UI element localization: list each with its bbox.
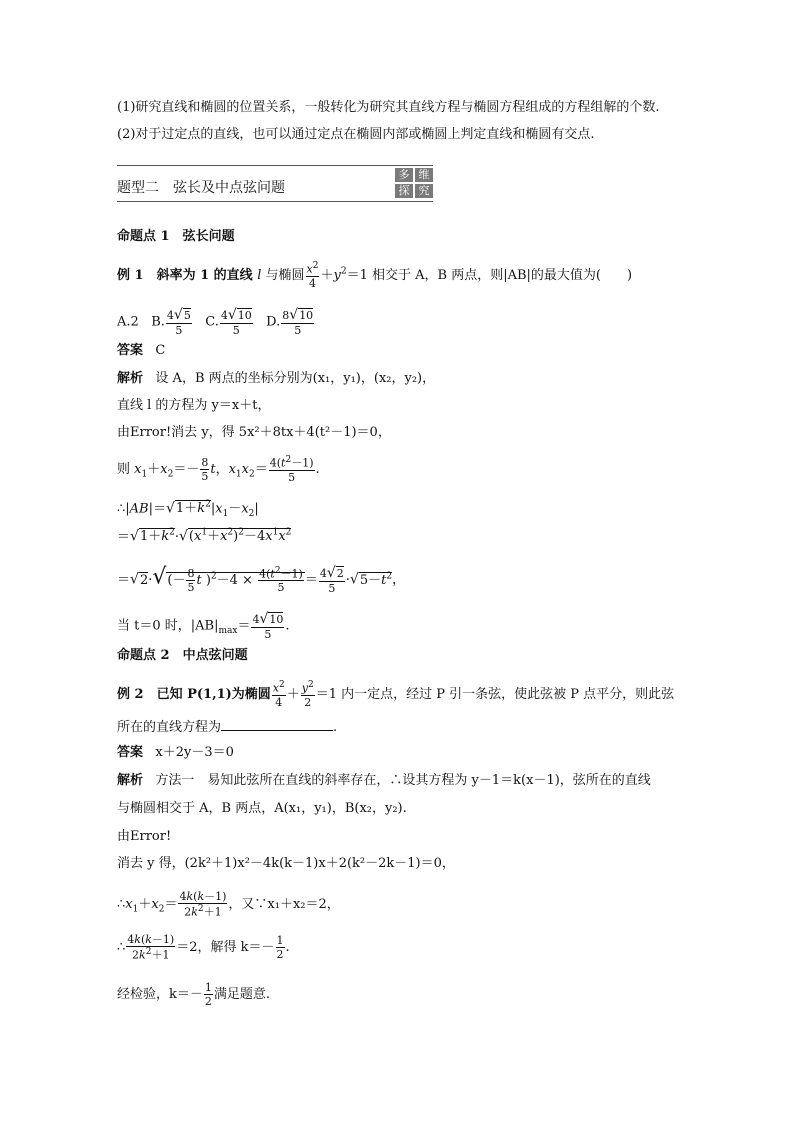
analysis-1-line-3: 由Error!消去 y，得 5x²＋8tx＋4(t²－1)＝0， [117, 425, 391, 440]
point-1-heading: 命题点 1 弦长问题 [117, 229, 235, 244]
analysis-2-check: 经检验，k＝－ $\frac{1}{2}$ 满足题意. [117, 981, 271, 1008]
badge-char: 究 [415, 184, 433, 198]
badge-char: 多 [395, 168, 413, 182]
section-badge [395, 168, 433, 198]
answer-2: 答案 x＋2y－3＝0 [117, 745, 234, 760]
analysis-1-chord-formula: $\therefore|AB|=√1+k^2|x_1-x_2|$ [117, 500, 259, 519]
analysis-2-line-1: 解析 方法一 易知此弦所在直线的斜率存在，∴设其方程为 y－1＝k(x－1)，弦所在的直线 [117, 773, 651, 788]
intro-paragraph-2: (2)对于过定点的直线，也可以通过定点在椭圆内部或椭圆上判定直线和椭圆有交点. [117, 127, 595, 142]
analysis-1-line-1: 解析 设 A，B 两点的坐标分别为(x₁，y₁)，(x₂，y₂)， [117, 371, 436, 386]
analysis-2-line-3: 由Error! [117, 829, 172, 844]
analysis-2-line-4: 消去 y 得，(2k²＋1)x²－4k(k－1)x＋2(k²－2k－1)＝0， [117, 856, 455, 871]
example-1: 例 1 斜率为 1 的直线 l 与椭圆 $\frac{x^2}{4}$ $+y^2=1$ 相交于 A，B 两点，则|AB|的最大值为( ) [117, 261, 633, 290]
analysis-2-sum: $\therefore x_1+x_2=$ $\frac{4k(k-1)}{2k^2+1}$ ，又∵x₁＋x₂＝2， [117, 890, 340, 919]
analysis-1-chord-expand: $=√1+k^2\cdot√(x^1+x^2)^2-4x^1x^2$ [117, 528, 292, 545]
section-header [117, 165, 433, 202]
badge-char: 探 [395, 184, 413, 198]
section-title: 题型二 弦长及中点弦问题 [117, 180, 285, 196]
badge-char: 维 [415, 168, 433, 182]
analysis-1-vieta: 则 $x_1+x_2=-$ $\frac{8}{5}$ t，$x_1x_2=$ $\frac{4(t^2-1)}{5}$ . [117, 455, 320, 484]
analysis-2-line-2: 与椭圆相交于 A，B 两点，A(x₁，y₁)，B(x₂，y₂). [117, 801, 407, 816]
analysis-1-max: 当 t＝0 时，$|AB|_{max}=$ $\frac{4√10}{5}$ . [117, 611, 290, 641]
answer-blank [221, 718, 333, 731]
point-2-heading: 命题点 2 中点弦问题 [117, 648, 248, 663]
example-1-options: A.2 B. $\frac{4√5}{5}$ C. $\frac{4√10}{5}$ D. $\frac{8√10}{5}$ [117, 307, 314, 337]
analysis-1-line-2: 直线 l 的方程为 y＝x＋t， [117, 398, 271, 413]
example-2-line-2: 所在的直线方程为 . [117, 720, 338, 735]
answer-1: 答案 C [117, 343, 166, 358]
intro-paragraph-1: (1)研究直线和椭圆的位置关系，一般转化为研究其直线方程与椭圆方程组成的方程组解的个数. [117, 100, 660, 115]
analysis-1-chord-result: ＝√2·√(－ $\frac{8}{5}$ t )$^2$－4 × $\frac{4(t^2-1)}{5}$ ＝ $\frac{4√2}{5}$ $\cdot√5-t^2$， [117, 564, 406, 595]
analysis-2-solve: ∴ $\frac{4k(k-1)}{2k^2+1}$ ＝2，解得 k＝－ $\frac{1}{2}$ . [117, 933, 290, 962]
example-2: 例 2 已知 P(1,1)为椭圆 $\frac{x^2}{4}$ ＋ $\frac{y^2}{2}$ ＝1 内一定点，经过 P 引一条弦，使此弦被 P 点平分，则此弦 [117, 680, 675, 709]
